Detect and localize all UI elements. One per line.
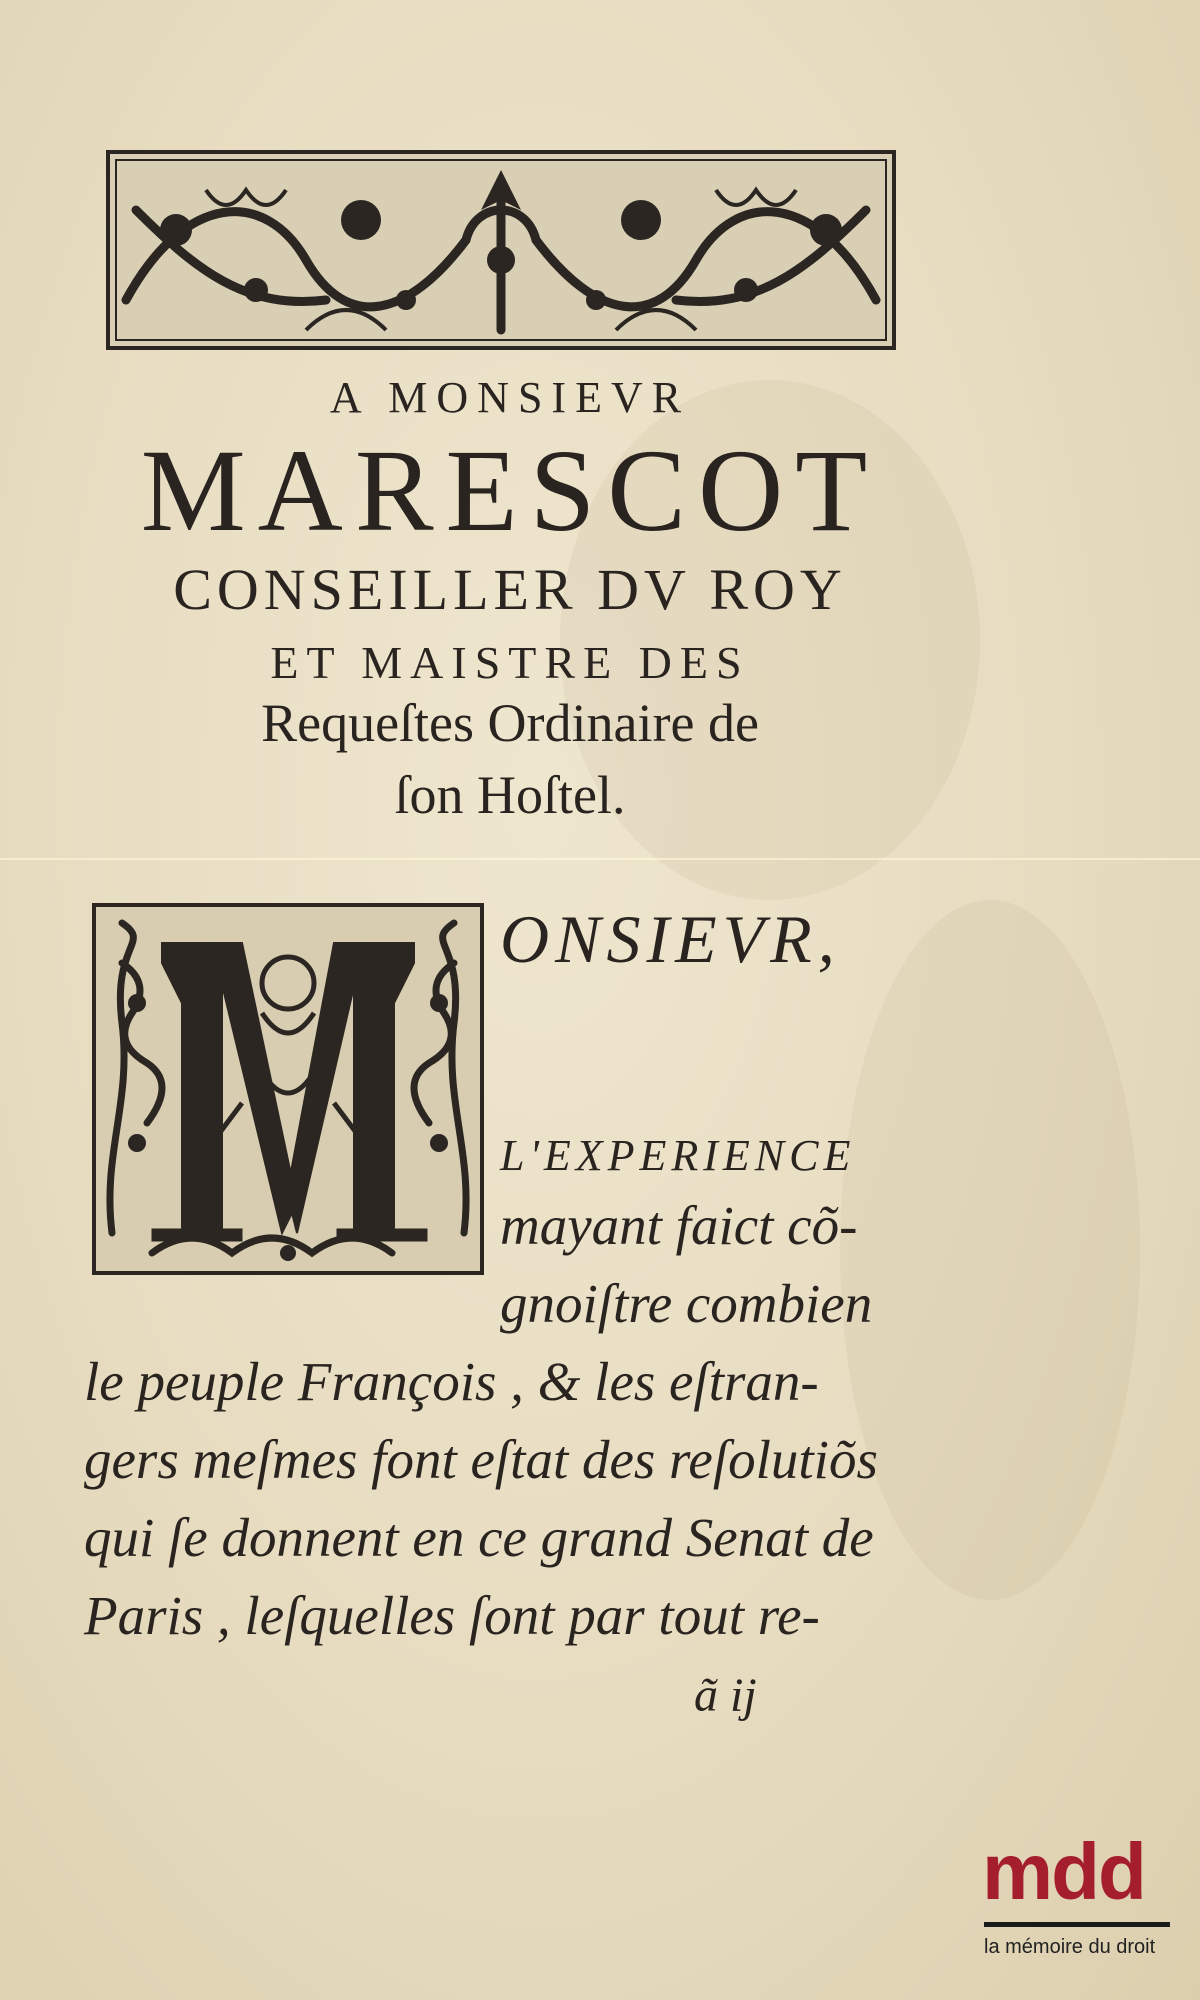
text-line: qui ſe donnent en ce grand Senat de [84, 1507, 874, 1568]
title-line-5: Requeſtes Ordinaire de [261, 693, 759, 753]
title-line-4: ET MAISTRE DES [270, 637, 750, 688]
decorated-initial-m-icon [92, 903, 484, 1275]
text-line: L'EXPERIENCE [500, 1131, 856, 1180]
logo-bar [984, 1922, 1170, 1927]
text-line: gnoiſtre combien [500, 1273, 873, 1334]
title-line-1: A MONSIEVR [329, 373, 691, 422]
logo-mark: mdd [982, 1827, 1145, 1916]
floral-headpiece-ornament-icon [106, 150, 896, 350]
title-line-6: ſon Hoſtel. [394, 765, 626, 825]
salutation: ONSIEVR, [500, 901, 841, 977]
signature-mark: ã ij [694, 1669, 757, 1722]
text-line: mayant faict cõ- [500, 1195, 858, 1256]
paper-stain [840, 900, 1140, 1600]
page-fold-line [0, 858, 1200, 860]
title-line-3: CONSEILLER DV ROY [173, 557, 847, 622]
logo-tagline: la mémoire du droit [984, 1936, 1156, 1958]
text-line: le peuple François , & les eſtran- [84, 1351, 819, 1412]
text-line: gers meſmes font eſtat des reſolutiõs [84, 1429, 878, 1490]
mdd-logo [980, 1827, 1180, 1972]
text-line: Paris , leſquelles ſont par tout re- [84, 1585, 820, 1646]
title-name: MARESCOT [140, 425, 880, 556]
